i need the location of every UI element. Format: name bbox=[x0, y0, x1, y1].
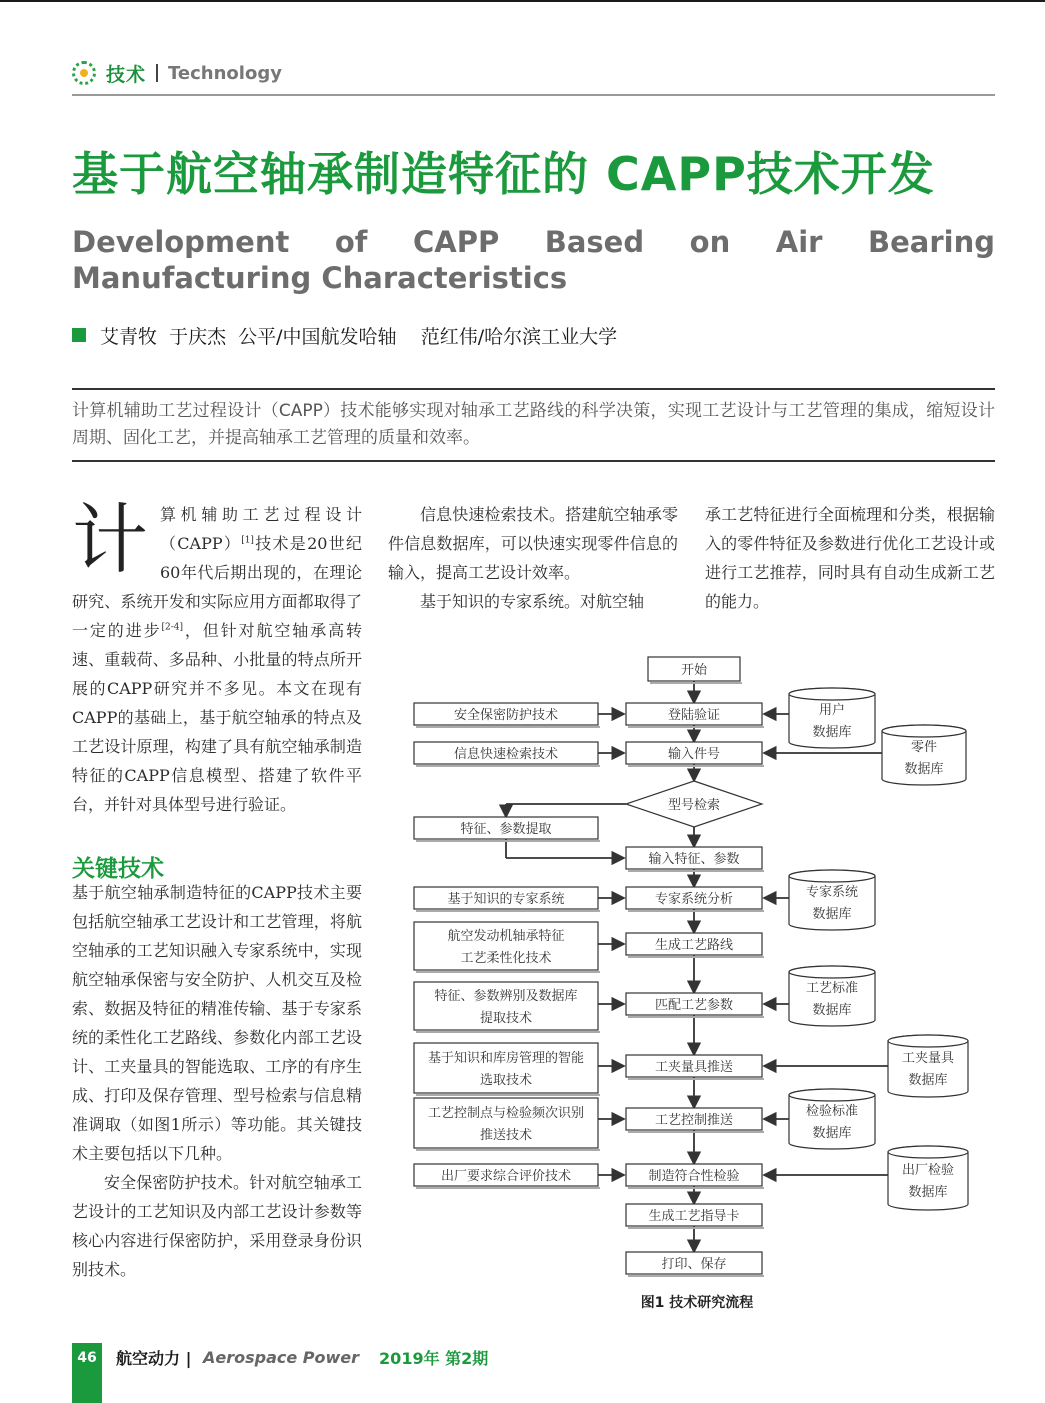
tech-box-8-label bbox=[441, 1168, 571, 1184]
key-tech-paragraph-1: 基于航空轴承制造特征的CAPP技术主要包括航空轴承工艺设计和工艺管理，将航空轴承的工艺知识融入专家系统中，实现航空轴承保密与安全防护、人机交互及检索、数据及特征的精准传输、基于专家系统的柔性化工艺路线、参数化内部工艺设计、工夹量具的智能选取、工序的有序生成、打印及保存管理、型号检索与信息精准调取（如图1所示）等功能。其关键技术主要包括以下几种。 bbox=[72, 883, 362, 1163]
step-3-label bbox=[655, 891, 733, 907]
tech-box-0-label bbox=[454, 707, 558, 723]
step-1-label bbox=[668, 746, 720, 762]
figure-caption: 图1 技术研究流程 bbox=[640, 1295, 754, 1311]
decision-label bbox=[668, 797, 720, 813]
database-4-top bbox=[888, 1035, 968, 1047]
key-tech-paragraph-2: 安全保密防护技术。针对航空轴承工艺设计的工艺知识及内部工艺设计参数等核心内容进行保密防护，采用登录身份识别技术。 bbox=[72, 1173, 362, 1279]
database-2-label-text: 专家系统 bbox=[805, 885, 859, 900]
database-1-top bbox=[882, 725, 966, 737]
decision-label-text: 型号检索 bbox=[667, 798, 721, 813]
retrieval-paragraph: 信息快速检索技术。搭建航空轴承零件信息数据库，可以快速实现零件信息的输入，提高工艺设计效率。 bbox=[388, 505, 678, 582]
step-3-label-text: 专家系统分析 bbox=[654, 892, 734, 907]
step-9-label bbox=[648, 1208, 739, 1224]
step-5-label bbox=[655, 997, 733, 1013]
intro-text-a: 算机辅助工艺过程设计（CAPP） bbox=[160, 505, 362, 553]
tech-box-6-label-text: 选取技术 bbox=[479, 1073, 533, 1088]
abstract: 计算机辅助工艺过程设计（CAPP）技术能够实现对轴承工艺路线的科学决策，实现工艺设计与工艺管理的集成，缩短设计周期、固化工艺，并提高轴承工艺管理的质量和效率。 bbox=[72, 401, 995, 448]
reference-1[interactable]: [1] bbox=[241, 535, 254, 546]
step-2-label-text: 输入特征、参数 bbox=[648, 852, 740, 867]
step-4-label bbox=[655, 937, 733, 953]
database-4-label-text: 数据库 bbox=[908, 1073, 948, 1088]
section-name-zh: 技术 bbox=[106, 63, 147, 86]
step-0-label bbox=[668, 707, 720, 723]
database-5-label-text: 检验标准 bbox=[805, 1104, 859, 1119]
intro-text-b: 技术是20世纪60年代后期出现的，在理论研究、系统开发和实际应用方面都取得了一定的进步 bbox=[72, 534, 362, 640]
step-6-label-text: 工夹量具推送 bbox=[654, 1060, 734, 1075]
tech-box-8-label-text: 出厂要求综合评价技术 bbox=[440, 1169, 572, 1184]
step-8-label-text: 制造符合性检验 bbox=[648, 1169, 740, 1184]
step-1-label-text: 输入件号 bbox=[667, 747, 721, 762]
tech-box-4-label-text: 航空发动机轴承特征 bbox=[447, 929, 565, 944]
tech-box-2-label bbox=[460, 821, 551, 837]
step-7-label-text: 工艺控制推送 bbox=[654, 1113, 734, 1128]
tech-box-6-label-text: 基于知识和库房管理的智能 bbox=[427, 1051, 585, 1066]
section-heading-key-tech: 关键技术 bbox=[72, 856, 164, 882]
tech-box-1-label bbox=[454, 746, 558, 762]
tech-box-1-label-text: 信息快速检索技术 bbox=[453, 747, 559, 762]
database-6-top bbox=[888, 1146, 968, 1158]
tech-box-5-label-text: 提取技术 bbox=[479, 1011, 533, 1026]
database-2-top bbox=[789, 870, 875, 882]
database-0-top bbox=[789, 688, 875, 700]
tech-box-3-label bbox=[447, 891, 564, 907]
database-5-label-text: 数据库 bbox=[812, 1126, 852, 1141]
drop-cap: 计 bbox=[72, 495, 148, 584]
footer-magazine bbox=[116, 1346, 488, 1369]
section-name-en: Technology bbox=[168, 62, 282, 84]
article-title-en: Development of CAPP Based on Air Bearing Manufacturing Characteristics bbox=[72, 225, 995, 295]
intro-text-c: ，但针对航空轴承高转速、重载荷、多品种、小批量的特点所开展的CAPP研究并不多见。本文在现有CAPP的基础上，基于航空轴承的特点及工艺设计原理，构建了具有航空轴承制造特征的CAPP信息模型、搭建了软件平台，并针对具体型号进行验证。 bbox=[72, 621, 362, 814]
database-1-label-text: 数据库 bbox=[904, 762, 944, 777]
start-node-label-text: 开始 bbox=[680, 663, 708, 678]
author-names: 艾青牧 于庆杰 公平/中国航发哈轴 范红伟/哈尔滨工业大学 bbox=[100, 325, 618, 348]
database-6-label-text: 数据库 bbox=[908, 1185, 948, 1200]
step-4-label-text: 生成工艺路线 bbox=[654, 938, 734, 953]
database-3-label-text: 工艺标准 bbox=[805, 981, 859, 996]
database-5-top bbox=[789, 1089, 875, 1101]
expert-system-continued: 承工艺特征进行全面梳理和分类，根据输入的零件特征及参数进行优化工艺设计或进行工艺推荐，同时具有自动生成新工艺的能力。 bbox=[705, 505, 995, 611]
step-9-label-text: 生成工艺指导卡 bbox=[648, 1209, 740, 1224]
tech-box-7-label-text: 推送技术 bbox=[479, 1128, 533, 1143]
database-1-label-text: 零件 bbox=[910, 740, 938, 755]
step-10-label bbox=[661, 1256, 726, 1272]
database-3-top bbox=[789, 966, 875, 978]
step-2-label bbox=[648, 851, 739, 867]
issue-label: 2019年 第2期 bbox=[379, 1349, 489, 1368]
step-5-label-text: 匹配工艺参数 bbox=[654, 998, 734, 1013]
tech-box-5-label-text: 特征、参数辨别及数据库 bbox=[434, 989, 578, 1004]
article-title-zh: 基于航空轴承制造特征的 CAPP技术开发 bbox=[72, 147, 935, 201]
database-0-label-text: 用户 bbox=[818, 703, 846, 718]
tech-box-7-label-text: 工艺控制点与检验频次识别 bbox=[427, 1106, 585, 1121]
step-7-label bbox=[655, 1112, 733, 1128]
database-0-label-text: 数据库 bbox=[812, 725, 852, 740]
database-4-label-text: 工夹量具 bbox=[901, 1051, 955, 1066]
database-6-label-text: 出厂检验 bbox=[901, 1163, 955, 1178]
step-8-label bbox=[648, 1168, 739, 1184]
step-10-label-text: 打印、保存 bbox=[661, 1257, 727, 1272]
step-6-label bbox=[655, 1059, 733, 1075]
magazine-name-zh: 航空动力 | bbox=[116, 1349, 197, 1368]
reference-2-4[interactable]: [2-4] bbox=[161, 622, 184, 633]
database-2-label-text: 数据库 bbox=[812, 907, 852, 922]
expert-system-paragraph: 基于知识的专家系统。对航空轴 bbox=[420, 592, 645, 611]
tech-box-4-label-text: 工艺柔性化技术 bbox=[460, 951, 552, 966]
step-0-label-text: 登陆验证 bbox=[667, 708, 721, 723]
start-node-label bbox=[681, 663, 708, 678]
page-number: 46 bbox=[77, 1350, 97, 1366]
tech-box-3-label-text: 基于知识的专家系统 bbox=[447, 892, 565, 907]
magazine-name-en: Aerospace Power bbox=[203, 1348, 360, 1367]
database-3-label-text: 数据库 bbox=[812, 1003, 852, 1018]
tech-box-2-label-text: 特征、参数提取 bbox=[460, 822, 552, 837]
tech-box-0-label-text: 安全保密防护技术 bbox=[453, 708, 559, 723]
